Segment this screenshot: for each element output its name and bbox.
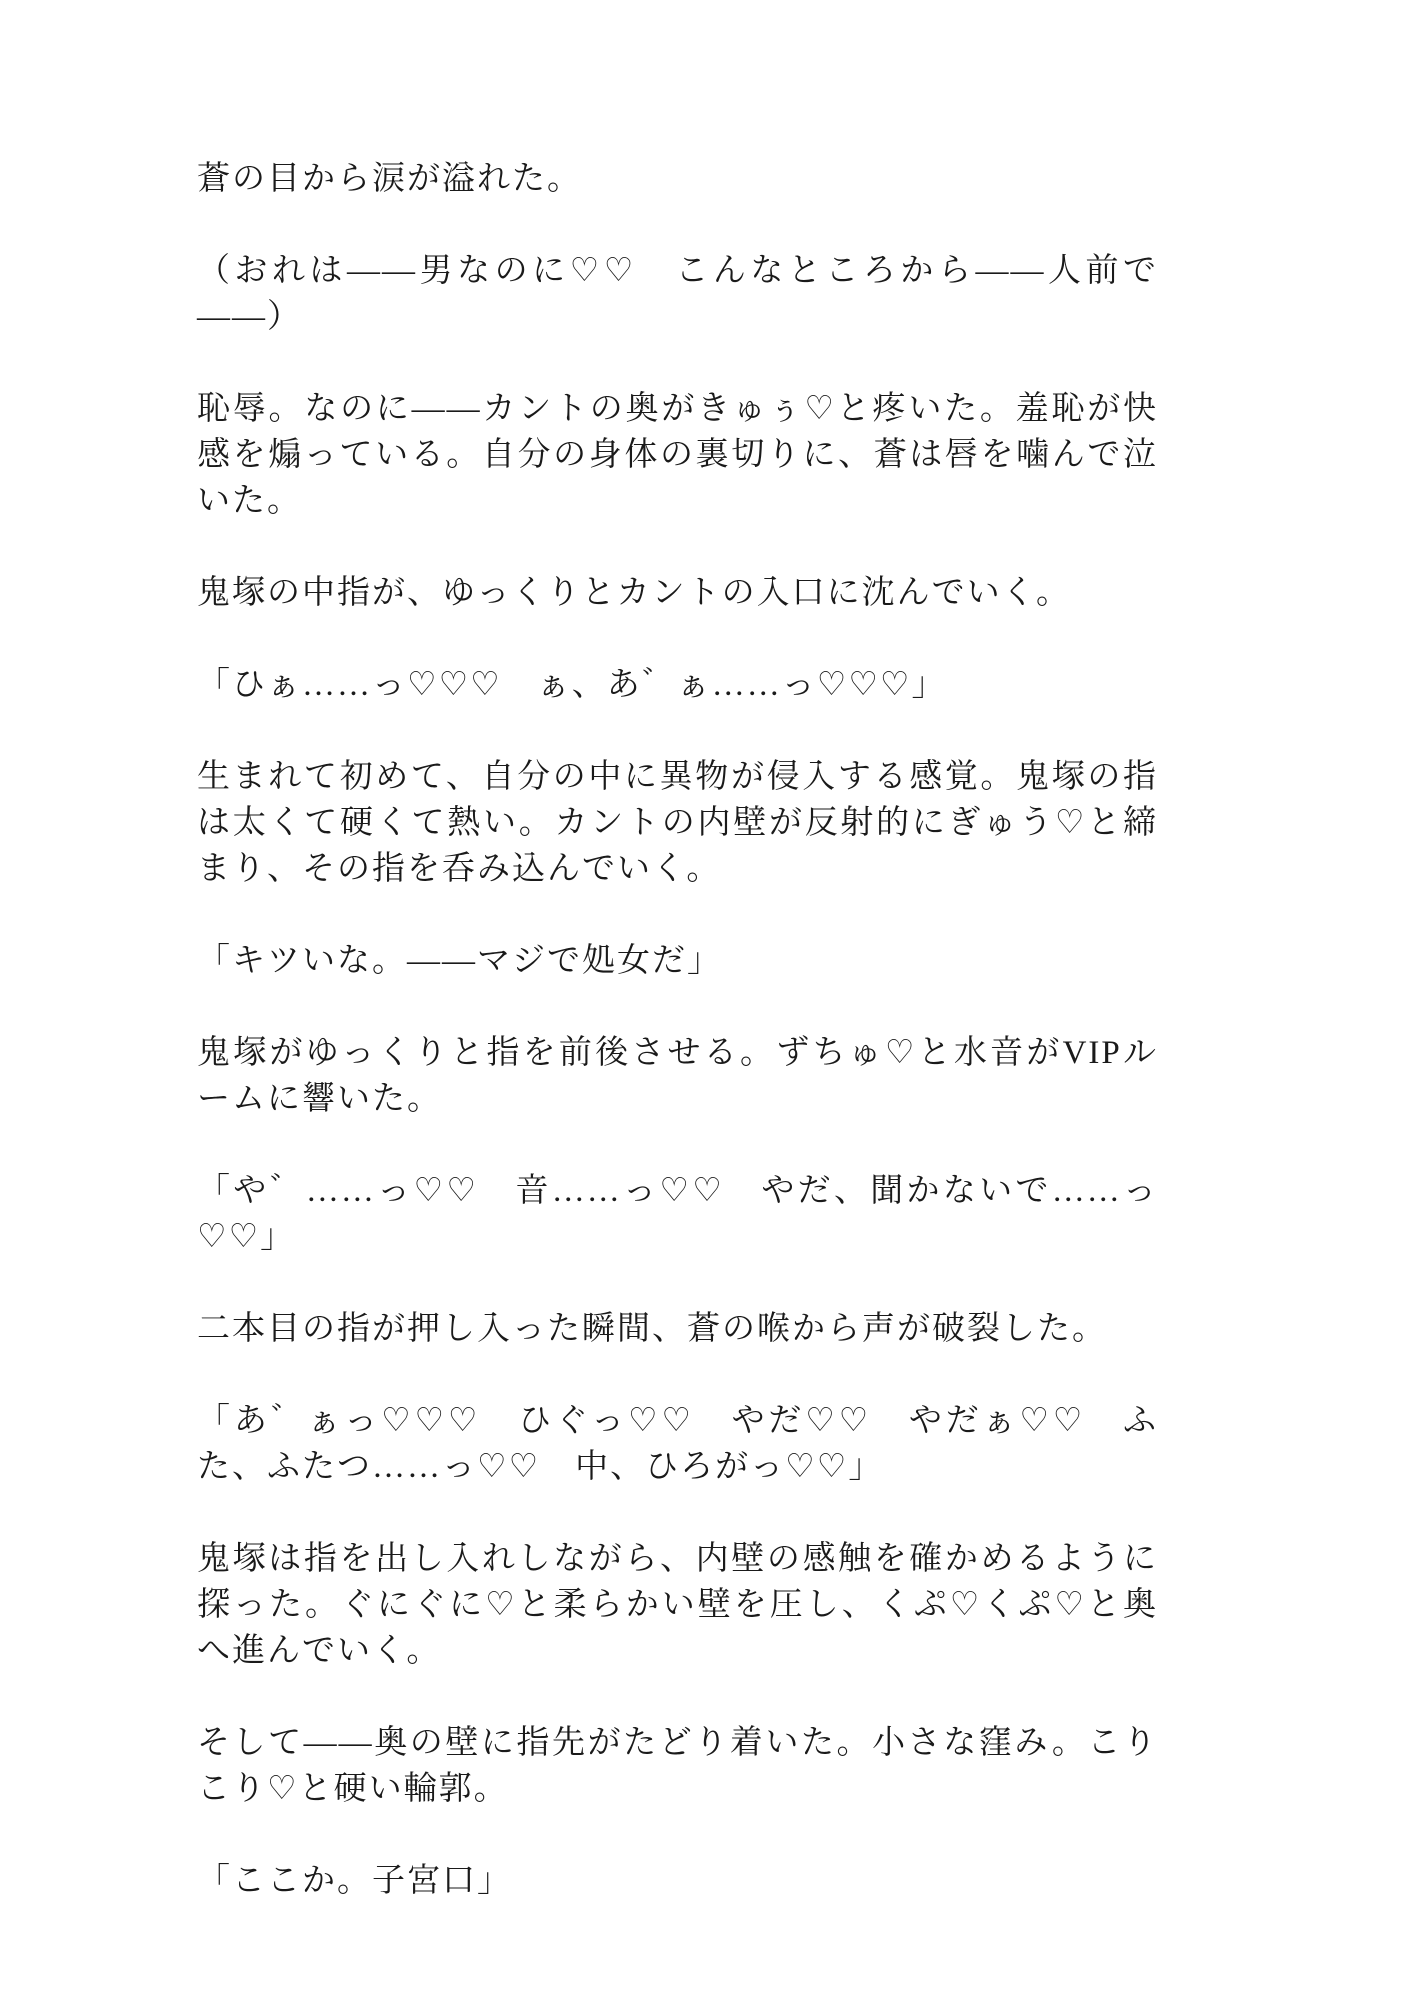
paragraph: 恥辱。なのに——カントの奥がきゅぅ♡と疼いた。羞恥が快感を煽っている。自分の身体の裏切りに、蒼は唇を噛んで泣いた。 [197, 391, 1158, 519]
paragraph: （おれは——男なのに♡♡ こんなところから——人前で——） [197, 253, 1158, 335]
paragraph: 生まれて初めて、自分の中に異物が侵入する感覚。鬼塚の指は太くて硬くて熱い。カントの内壁が反射的にぎゅう♡と締まり、その指を呑み込んでいく。 [197, 759, 1158, 887]
paragraph: 「キツいな。——マジで処女だ」 [197, 943, 722, 979]
text-block [197, 156, 1158, 1904]
paragraph: 「あ゛ぁっ♡♡♡ ひぐっ♡♡ やだ♡♡ やだぁ♡♡ ふた、ふたつ……っ♡♡ 中、ひろがっ♡♡」 [197, 1403, 1158, 1485]
paragraph: そして——奥の壁に指先がたどり着いた。小さな窪み。こりこり♡と硬い輪郭。 [197, 1725, 1158, 1807]
paragraph: 鬼塚がゆっくりと指を前後させる。ずちゅ♡と水音がVIPルームに響いた。 [197, 1035, 1158, 1117]
paragraph: 二本目の指が押し入った瞬間、蒼の喉から声が破裂した。 [197, 1311, 1107, 1347]
paragraph: 鬼塚の中指が、ゆっくりとカントの入口に沈んでいく。 [197, 575, 1072, 611]
paragraph: 「や゛……っ♡♡ 音……っ♡♡ やだ、聞かないで……っ♡♡」 [197, 1173, 1158, 1255]
paragraph: 鬼塚は指を出し入れしながら、内壁の感触を確かめるように探った。ぐにぐに♡と柔らかい壁を圧し、くぷ♡くぷ♡と奥へ進んでいく。 [197, 1541, 1158, 1669]
paragraph: 「ここか。子宮口」 [197, 1863, 512, 1899]
paragraph: 蒼の目から涙が溢れた。 [197, 161, 582, 197]
paragraph: 「ひぁ……っ♡♡♡ ぁ、あ゛ぁ……っ♡♡♡」 [197, 667, 947, 703]
